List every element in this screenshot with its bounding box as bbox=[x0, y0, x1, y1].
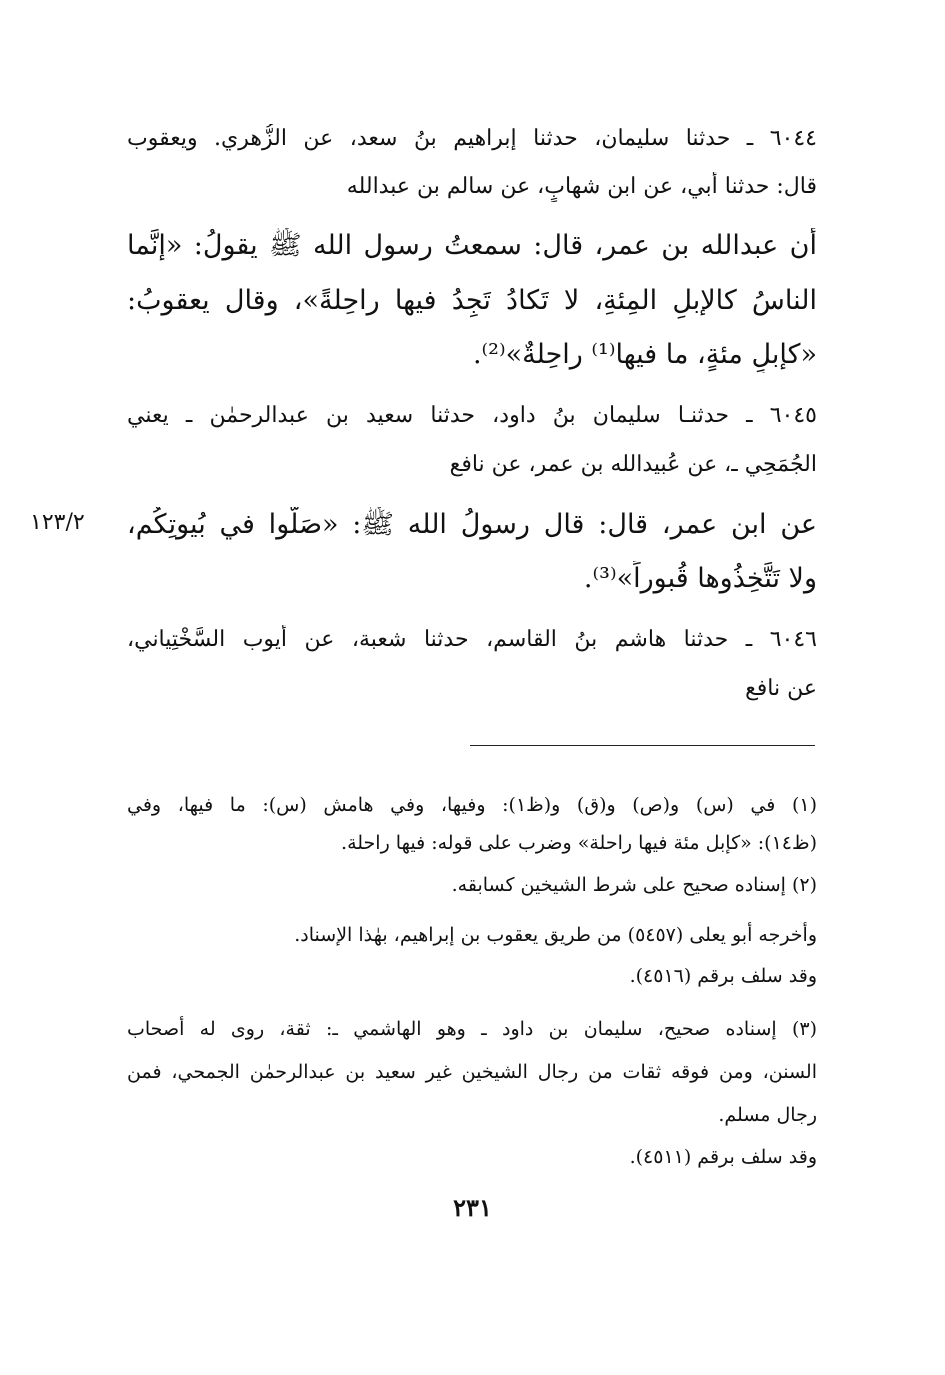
footnote-separator bbox=[470, 745, 815, 746]
hadith-6046-isnad-line-2: عن نافع bbox=[745, 676, 817, 701]
hadith-6044-isnad-line-1: ٦٠٤٤ ـ حدثنا سليمان، حدثنا إبراهيم بنُ سعد، عن الزُّهري. ويعقوب bbox=[127, 126, 817, 151]
footnote-2-line-1: (٢) إسناده صحيح على شرط الشيخين كسابقه. bbox=[451, 874, 817, 896]
hadith-6045-matn-line-1: عن ابن عمر، قال: قال رسولُ الله ﷺ: «صَلُّوا في بُيوتِكُم، bbox=[127, 509, 817, 540]
footnote-3-line-1: (٣) إسناده صحيح، سليمان بن داود ـ وهو الهاشمي ـ: ثقة، روى له أصحاب bbox=[127, 1018, 817, 1040]
hadith-6044-matn-line-1: أن عبدالله بن عمر، قال: سمعتُ رسول الله ﷺ يقولُ: «إنَّما bbox=[127, 230, 817, 261]
footnote-3-line-4: وقد سلف برقم (٤٥١١). bbox=[629, 1146, 817, 1168]
hadith-6044-matn-line-3: «كإبلٍ مئةٍ، ما فيها⁽¹⁾ راحِلةٌ»⁽²⁾. bbox=[472, 339, 817, 370]
hadith-6045-isnad-line-1: ٦٠٤٥ ـ حدثنـا سليمان بنُ داود، حدثنا سعيد بن عبدالرحمٰن ـ يعني bbox=[127, 403, 817, 428]
footnote-1-line-1: (١) في (س) و(ص) و(ق) و(ظ١): وفيها، وفي هامش (س): ما فيها، وفي bbox=[127, 794, 817, 816]
hadith-6044-matn-line-2: الناسُ كالإبلِ المِئةِ، لا تَكادُ تَجِدُ فيها راحِلةً»، وقال يعقوبُ: bbox=[127, 285, 817, 316]
hadith-6046-isnad-line-1: ٦٠٤٦ ـ حدثنا هاشم بنُ القاسم، حدثنا شعبة، عن أيوب السَّخْتِياني، bbox=[127, 627, 817, 652]
footnote-3-line-3: رجال مسلم. bbox=[718, 1104, 817, 1126]
page-number: ٢٣١ bbox=[453, 1193, 492, 1222]
footnote-1-line-2: (ظ١٤): «كإبل مئة فيها راحلة» وضرب على قوله: فيها راحلة. bbox=[341, 832, 817, 854]
hadith-6045-matn-line-2: ولا تَتَّخِذُوها قُبوراً»⁽³⁾. bbox=[583, 563, 817, 594]
footnote-3-line-2: السنن، ومن فوقه ثقات من رجال الشيخين غير سعيد بن عبدالرحمٰن الجمحي، فمن bbox=[127, 1061, 817, 1083]
hadith-6045-isnad-line-2: الجُمَحِي ـ، عن عُبيدالله بن عمر، عن نافع bbox=[449, 452, 817, 477]
hadith-6044-isnad-line-2: قال: حدثنا أبي، عن ابن شهابٍ، عن سالم بن عبدالله bbox=[346, 174, 817, 199]
footnote-2-line-3: وقد سلف برقم (٤٥١٦). bbox=[629, 965, 817, 987]
footnote-2-line-2: وأخرجه أبو يعلى (٥٤٥٧) من طريق يعقوب بن إبراهيم، بهٰذا الإسناد. bbox=[294, 924, 817, 946]
margin-volume-page-reference: ١٢٣/٢ bbox=[30, 510, 85, 535]
